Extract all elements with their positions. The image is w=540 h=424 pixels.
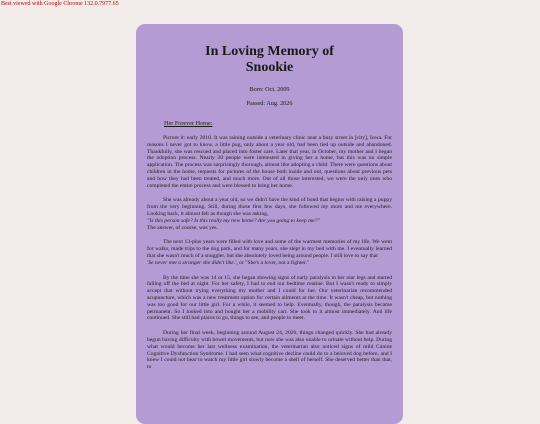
title-pet-name: Snookie bbox=[245, 60, 294, 75]
passed-date: Passed: Aug. 2026 bbox=[246, 100, 293, 107]
story-paragraph-4 bbox=[147, 275, 392, 323]
story-paragraph-1 bbox=[147, 135, 392, 189]
memorial-title bbox=[136, 44, 403, 76]
paragraph-quote-tail: , or "She's a lover, not a fighter." bbox=[236, 259, 310, 266]
paragraph-text: During her final week, beginning around August 24, 2026, things changed quickly. She had already begun having difficulty with bowel movements, but now she was also unable to urinate without help. During what would become her last wellness examination, the veterinarian also noticed signs of mild Canine Cognitive Dysfunction Syndrome. I had seen what cognitive decline could do to a beloved dog before, and I knew I could not bear to watch my little girl slowly become a shell of herself. She deserved better than that, to bbox=[147, 330, 392, 371]
section-heading: Her Forever Home: bbox=[164, 120, 213, 127]
paragraph-text: By the time she was 14 or 15, she began showing signs of early paralysis in her rear legs and started falling off the bed at night. For her safety, I had to end our bedtime routine. But I wasn't ready to simply accept that without trying everything my mother and I could for her. Our veterinarian recommended acupuncture, which was a new treatment option for certain ailments at the time. It wasn't cheap, but nothing was too good for our little girl. For a while, it seemed to help. Eventually, though, the paralysis became permanent. So I looked into and bought her a mobility cart. She took to it almost immediately. And life continued. She still had places to go, things to see, and people to meet. bbox=[147, 274, 392, 322]
paragraph-after-text: The answer, of course, was yes. bbox=[147, 224, 218, 231]
paragraph-text: She was already about a year old, so we didn't have the kind of bond that begins with raising a puppy from the very beginning. Still, during those first few days, she followed my mom and me everywhere. Looking back, it almost felt as though she was asking, bbox=[147, 197, 392, 217]
browser-compatibility-note: Best viewed with Google Chrome 132.0.7977.65 bbox=[1, 1, 119, 7]
paragraph-quote: "Is this person safe? Is this really my new home? Are you going to keep me?" bbox=[147, 217, 320, 224]
title-line-1: In Loving Memory of bbox=[205, 44, 334, 59]
memorial-card bbox=[136, 24, 403, 424]
story-paragraph-2 bbox=[147, 197, 392, 231]
paragraph-quote: 'Se never met a stranger she didn't like.' bbox=[147, 259, 237, 266]
story-paragraph-5 bbox=[147, 330, 392, 371]
story-paragraph-3 bbox=[147, 239, 392, 266]
paragraph-text: Picture it: early 2010. It was raining outside a veterinary clinic near a busy street in [city], Iowa. For reasons I never got to know, a little pug, only about a year old, had been tied up outside and abandoned. Thankfully, she was rescued and placed into foster care. Later that year, in October, my mother and I began the adoption process. Nearly 20 people were interested in giving her a home, but this was no simple application. The process was surprisingly thorough, almost like adopting a child. There were questions about children in the home, requests for pictures of the house both inside and out, questions about previous pets and how they had been treated, and much more. Out of all those interested, we were the only ones who completed the entire process and were blessed to bring her home. bbox=[147, 135, 392, 189]
born-date: Born: Oct. 2009 bbox=[249, 86, 290, 93]
paragraph-text: The next 13-plus years were filled with love and some of the warmest memories of my life. We went for walks, made trips to the dog park, and for many years, she slept in my bed with me. I eventually learned that she wasn't much of a snuggler, but she absolutely loved being around people. I still love to say that bbox=[147, 239, 392, 259]
memorial-dates bbox=[136, 86, 403, 108]
